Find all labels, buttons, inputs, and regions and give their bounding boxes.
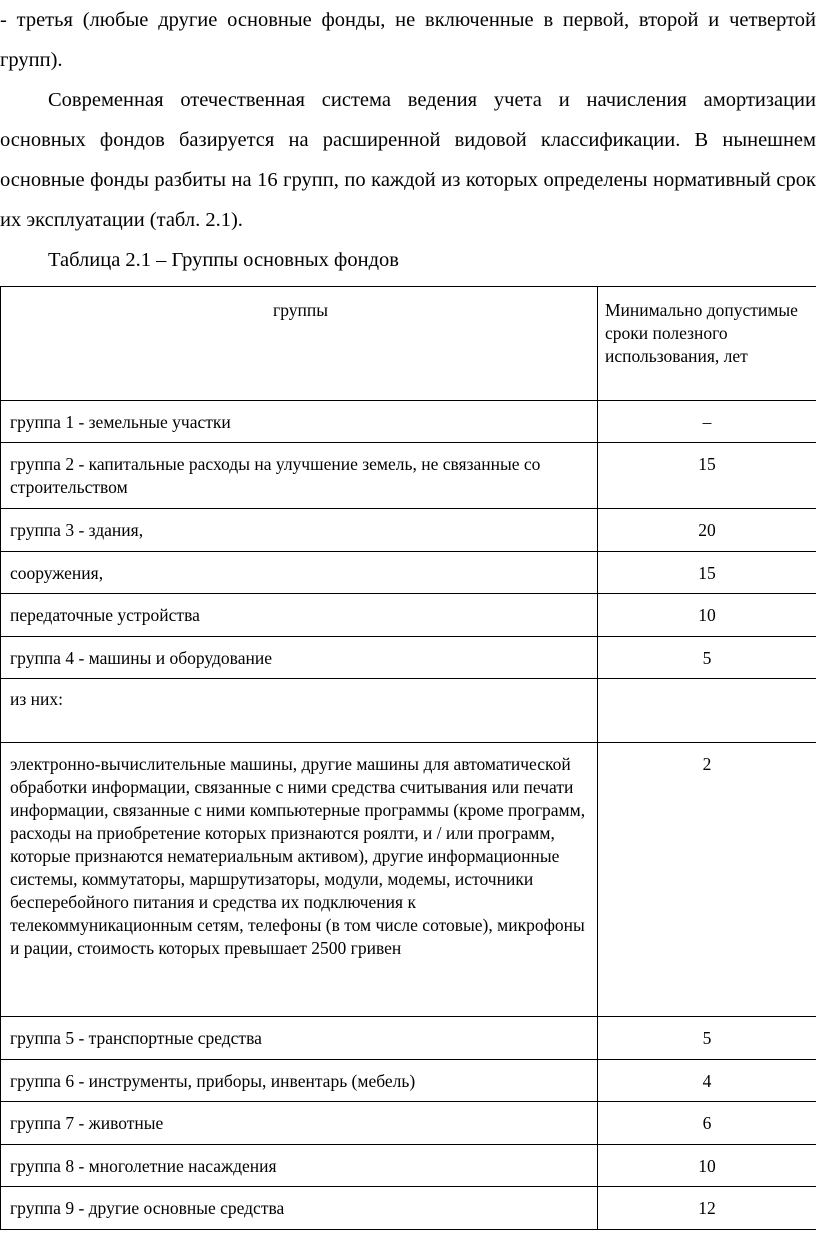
term-cell: 10 (598, 1145, 816, 1187)
paragraph-classification: Современная отечественная система ведения учета и начисления амортизации основных фондов базируется на расширенной видовой классификации. В нынешнем основные фонды разбиты на 16 групп, по каждой из которых определены нормативный срок их эксплуатации (табл. 2.1). (0, 89, 816, 231)
term-cell: – (598, 401, 816, 443)
table-header-row (1, 287, 816, 401)
header-cell-groups: группы (1, 287, 598, 401)
table-row (1, 1102, 816, 1145)
term-cell: 15 (598, 443, 816, 509)
table-row (1, 1187, 816, 1230)
table-row (1, 552, 816, 594)
table-row (1, 509, 816, 552)
group-name-cell: группа 4 - машины и оборудование (1, 637, 598, 679)
group-name-cell: группа 2 - капитальные расходы на улучшение земель, не связанные со строительством (1, 443, 598, 509)
term-cell: 4 (598, 1060, 816, 1102)
table-row (1, 1145, 816, 1187)
term-cell: 6 (598, 1102, 816, 1145)
term-cell: 15 (598, 552, 816, 594)
group-name-cell: группа 6 - инструменты, приборы, инвентарь (мебель) (1, 1060, 598, 1102)
term-cell: 10 (598, 594, 816, 637)
group-name-cell: группа 3 - здания, (1, 509, 598, 552)
table-row (1, 1017, 816, 1060)
group-name-cell: группа 5 - транспортные средства (1, 1017, 598, 1060)
group-name-cell: сооружения, (1, 552, 598, 594)
fixed-assets-groups-table (0, 286, 816, 1230)
table-row (1, 1060, 816, 1102)
header-cell-term: Минимально допустимые сроки полезного использования, лет (598, 287, 816, 401)
term-cell: 12 (598, 1187, 816, 1230)
term-cell: 2 (598, 743, 816, 1017)
term-cell: 5 (598, 1017, 816, 1060)
group-name-cell: группа 1 - земельные участки (1, 401, 598, 443)
table-caption: Таблица 2.1 – Группы основных фондов (48, 249, 399, 271)
table-row (1, 743, 816, 1017)
group-name-cell: группа 7 - животные (1, 1102, 598, 1145)
group-name-cell: из них: (1, 679, 598, 743)
table-row (1, 594, 816, 637)
table-row (1, 443, 816, 509)
group-name-cell: электронно-вычислительные машины, другие машины для автоматической обработки информации, связанные с ними средства считывания или печати информации, связанные с ними компьютерные программы (кроме программ, расходы на приобретение которых признаются роялти, и / или программ, которые признаются нематериальным активом), другие информационные системы, коммутаторы, маршрутизаторы, модули, модемы, источники бесперебойного питания и средства их подключения к телекоммуникационным сетям, телефоны (в том числе сотовые), микрофоны и рации, стоимость которых превышает 2500 гривен (1, 743, 598, 1017)
group-name-cell: группа 9 - другие основные средства (1, 1187, 598, 1230)
table-row (1, 679, 816, 743)
table-row (1, 401, 816, 443)
term-cell: 20 (598, 509, 816, 552)
group-name-cell: группа 8 - многолетние насаждения (1, 1145, 598, 1187)
term-cell: 5 (598, 637, 816, 679)
term-cell (598, 679, 816, 743)
group-name-cell: передаточные устройства (1, 594, 598, 637)
table-row (1, 637, 816, 679)
paragraph-third-group: - третья (любые другие основные фонды, не включенные в первой, второй и четвертой групп). (0, 9, 816, 71)
